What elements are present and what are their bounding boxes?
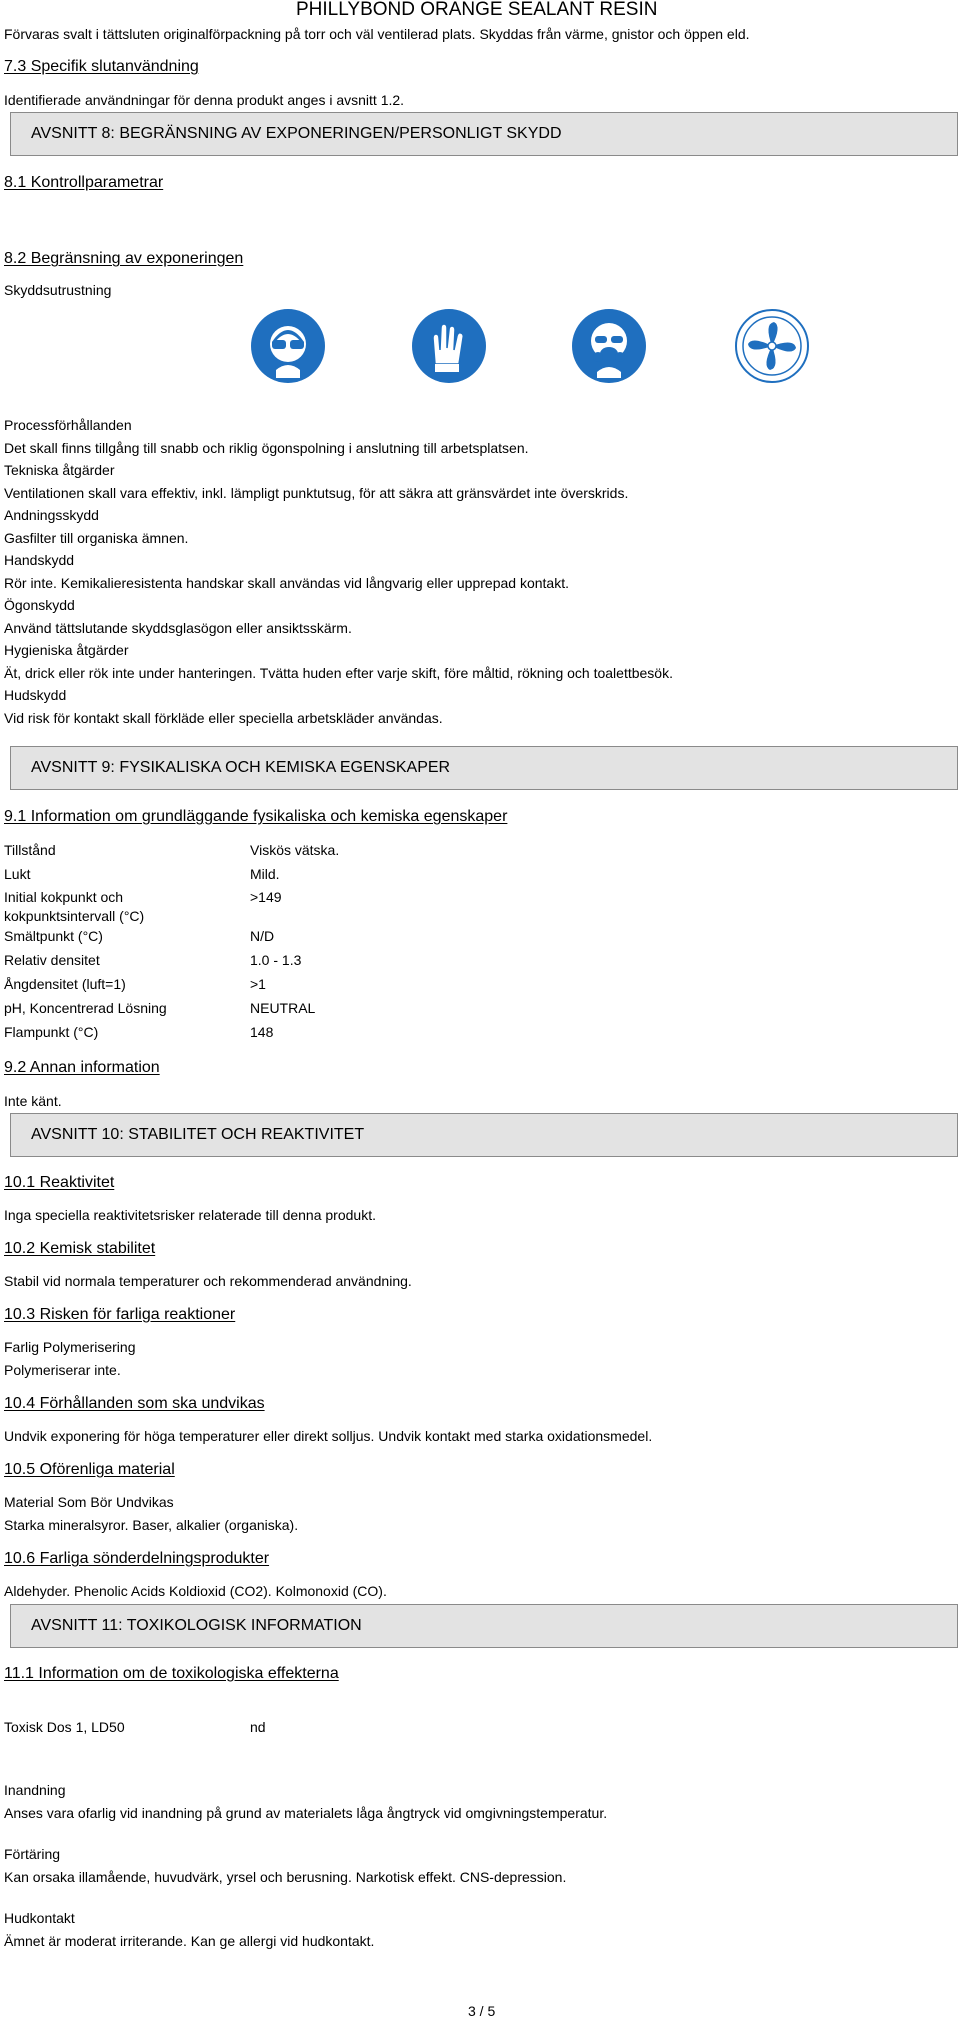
hand-protection-text: Rör inte. Kemikalieresistenta handskar skall användas vid långvarig eller upprepad kontakt. bbox=[4, 575, 569, 591]
prop-value: 148 bbox=[250, 1024, 274, 1040]
text-10-5a: Material Som Bör Undvikas bbox=[4, 1494, 174, 1510]
skin-protection-text: Vid risk för kontakt skall förkläde eller speciella arbetskläder användas. bbox=[4, 710, 443, 726]
prop-label-cont: kokpunktsintervall (°C) bbox=[4, 908, 145, 924]
prop-label: Tillstånd bbox=[4, 842, 56, 858]
text-7-3: Identifierade användningar för denna produkt anges i avsnitt 1.2. bbox=[4, 92, 405, 108]
skin-contact-text: Ämnet är moderat irriterande. Kan ge allergi vid hudkontakt. bbox=[4, 1933, 375, 1949]
text-10-3b: Polymeriserar inte. bbox=[4, 1362, 121, 1378]
tox-dose-value: nd bbox=[250, 1719, 266, 1735]
section-8-title: AVSNITT 8: BEGRÄNSNING AV EXPONERINGEN/PERSONLIGT SKYDD bbox=[31, 125, 562, 142]
heading-10-5: 10.5 Oförenliga material bbox=[4, 1461, 175, 1478]
section-11-band bbox=[10, 1604, 958, 1648]
goggles-mandatory-icon bbox=[250, 308, 326, 384]
heading-9-2: 9.2 Annan information bbox=[4, 1059, 160, 1076]
respiratory-text: Gasfilter till organiska ämnen. bbox=[4, 530, 189, 546]
prop-label: Relativ densitet bbox=[4, 952, 100, 968]
heading-8-1: 8.1 Kontrollparametrar bbox=[4, 174, 164, 191]
ingestion-label: Förtäring bbox=[4, 1846, 61, 1862]
prop-label: Initial kokpunkt och bbox=[4, 889, 124, 905]
prop-value: NEUTRAL bbox=[250, 1000, 316, 1016]
section-9-title: AVSNITT 9: FYSIKALISKA OCH KEMISKA EGENSKAPER bbox=[31, 759, 451, 776]
ingestion-text: Kan orsaka illamående, huvudvärk, yrsel och berusning. Narkotisk effekt. CNS-depression. bbox=[4, 1869, 567, 1885]
protective-equipment-label: Skyddsutrustning bbox=[4, 282, 112, 298]
respirator-mandatory-icon bbox=[571, 308, 647, 384]
prop-label: Lukt bbox=[4, 866, 31, 882]
hygiene-text: Ät, drick eller rök inte under hanteringen. Tvätta huden efter varje skift, före måltid, rökning och toalettbesök. bbox=[4, 665, 673, 681]
text-10-2: Stabil vid normala temperaturer och rekommenderad användning. bbox=[4, 1273, 412, 1289]
page-number: 3 / 5 bbox=[468, 2003, 496, 2019]
text-10-6: Aldehyder. Phenolic Acids Koldioxid (CO2). Kolmonoxid (CO). bbox=[4, 1583, 387, 1599]
section-8-band bbox=[10, 112, 958, 156]
prop-value: >1 bbox=[250, 976, 266, 992]
prop-label: Flampunkt (°C) bbox=[4, 1024, 99, 1040]
prop-value: Viskös vätska. bbox=[250, 842, 340, 858]
heading-10-3: 10.3 Risken för farliga reaktioner bbox=[4, 1306, 236, 1323]
section-10-band bbox=[10, 1113, 958, 1157]
prop-value: N/D bbox=[250, 928, 275, 944]
prop-label: Ångdensitet (luft=1) bbox=[4, 976, 126, 992]
prop-value: 1.0 - 1.3 bbox=[250, 952, 302, 968]
heading-10-1: 10.1 Reaktivitet bbox=[4, 1174, 115, 1191]
section-10-title: AVSNITT 10: STABILITET OCH REAKTIVITET bbox=[31, 1126, 365, 1143]
text-10-1: Inga speciella reaktivitetsrisker relaterade till denna produkt. bbox=[4, 1207, 376, 1223]
inhalation-text: Anses vara ofarlig vid inandning på grund av materialets låga ångtryck vid omgivningstemperatur. bbox=[4, 1805, 608, 1821]
section-9-band bbox=[10, 746, 958, 790]
other-info-text: Inte känt. bbox=[4, 1093, 62, 1109]
process-conditions-text: Det skall finns tillgång till snabb och riklig ögonspolning i anslutning till arbetsplatsen. bbox=[4, 440, 529, 456]
respiratory-label: Andningsskydd bbox=[4, 507, 99, 523]
prop-value: >149 bbox=[250, 889, 282, 905]
hygiene-label: Hygieniska åtgärder bbox=[4, 642, 129, 658]
heading-10-2: 10.2 Kemisk stabilitet bbox=[4, 1240, 156, 1257]
section-11-title: AVSNITT 11: TOXIKOLOGISK INFORMATION bbox=[31, 1617, 362, 1634]
hand-protection-label: Handskydd bbox=[4, 552, 75, 568]
heading-10-6: 10.6 Farliga sönderdelningsprodukter bbox=[4, 1550, 270, 1567]
technical-measures-label: Tekniska åtgärder bbox=[4, 462, 115, 478]
heading-7-3: 7.3 Specifik slutanvändning bbox=[4, 58, 199, 75]
prop-label: Smältpunkt (°C) bbox=[4, 928, 103, 944]
prop-label: pH, Koncentrerad Lösning bbox=[4, 1000, 167, 1016]
text-10-5b: Starka mineralsyror. Baser, alkalier (organiska). bbox=[4, 1517, 299, 1533]
eye-protection-text: Använd tättslutande skyddsglasögon eller ansiktsskärm. bbox=[4, 620, 352, 636]
process-conditions-label: Processförhållanden bbox=[4, 417, 132, 433]
text-10-4: Undvik exponering för höga temperaturer eller direkt solljus. Undvik kontakt med starka oxidationsmedel. bbox=[4, 1428, 653, 1444]
heading-8-2: 8.2 Begränsning av exponeringen bbox=[4, 250, 244, 267]
heading-10-4: 10.4 Förhållanden som ska undvikas bbox=[4, 1395, 265, 1412]
eye-protection-label: Ögonskydd bbox=[4, 597, 75, 613]
skin-protection-label: Hudskydd bbox=[4, 687, 67, 703]
tox-dose-label: Toxisk Dos 1, LD50 bbox=[4, 1719, 125, 1735]
prop-value: Mild. bbox=[250, 866, 280, 882]
gloves-mandatory-icon bbox=[411, 308, 487, 384]
product-title: PHILLYBOND ORANGE SEALANT RESIN bbox=[296, 0, 658, 20]
heading-11-1: 11.1 Information om de toxikologiska effekterna bbox=[4, 1665, 339, 1682]
inhalation-label: Inandning bbox=[4, 1782, 66, 1798]
technical-measures-text: Ventilationen skall vara effektiv, inkl. lämpligt punktutsug, för att säkra att gränsvärdet inte överskrids. bbox=[4, 485, 629, 501]
heading-9-1: 9.1 Information om grundläggande fysikaliska och kemiska egenskaper bbox=[4, 808, 508, 825]
storage-text: Förvaras svalt i tättsluten originalförpackning på torr och väl ventilerad plats. Skyddas från värme, gnistor och öppen eld. bbox=[4, 26, 750, 42]
ventilation-fan-icon bbox=[734, 308, 810, 384]
skin-contact-label: Hudkontakt bbox=[4, 1910, 75, 1926]
text-10-3a: Farlig Polymerisering bbox=[4, 1339, 136, 1355]
